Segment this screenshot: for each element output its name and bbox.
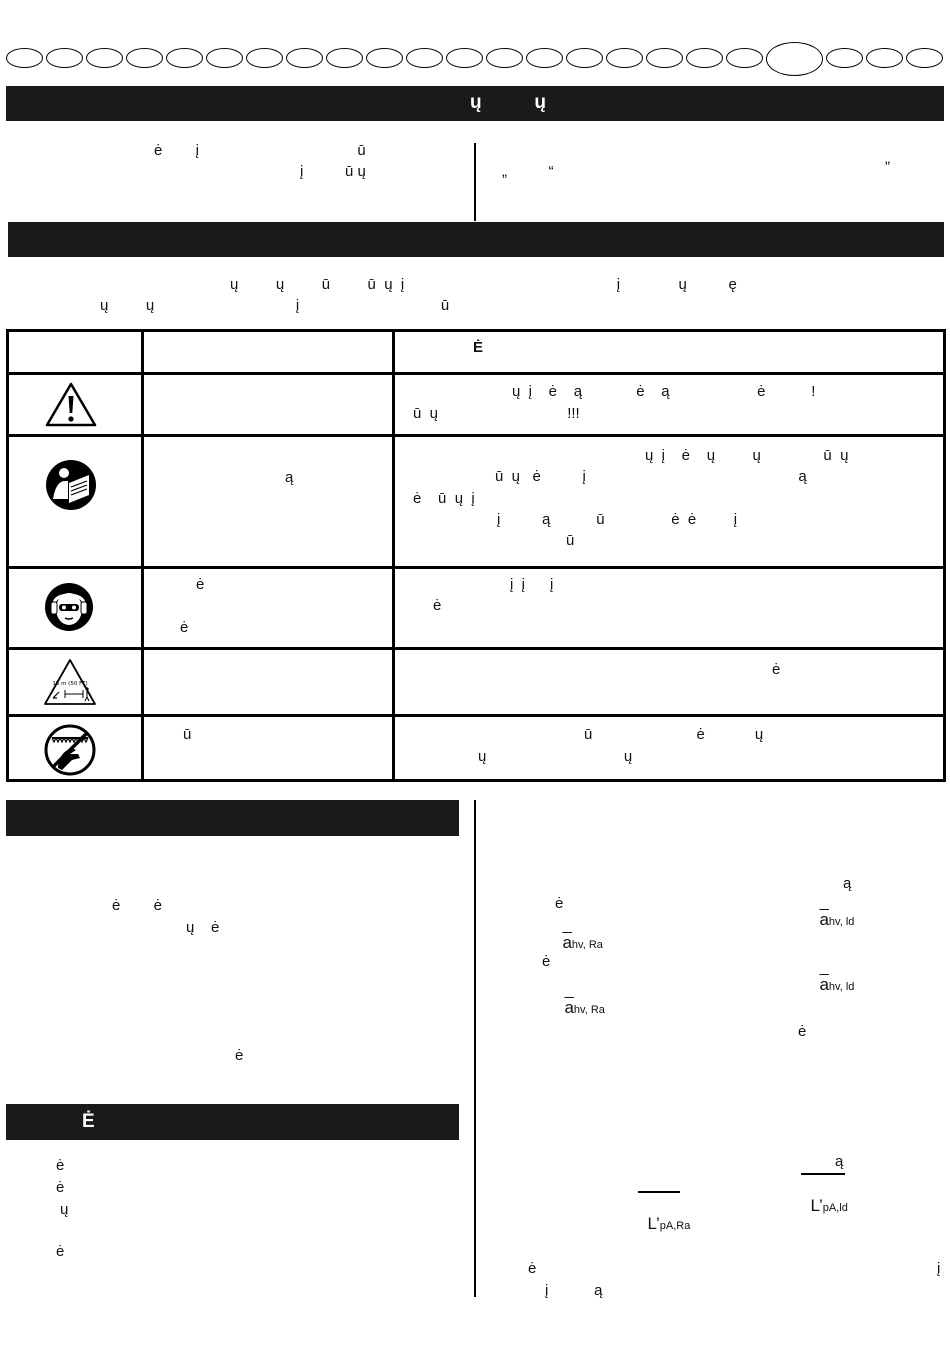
sound-ra-symbol: L’pA,Ra — [647, 1214, 691, 1233]
table-row-divider-4 — [6, 647, 946, 650]
language-tab — [286, 48, 323, 68]
table-row-divider-1 — [6, 372, 946, 375]
right-e-1: ė — [555, 895, 564, 912]
no-hands-blade-icon — [44, 724, 96, 776]
language-tab-active — [766, 42, 823, 76]
row3-name-line-1: ė — [196, 576, 205, 593]
row1-desc-line-2: ū ų !!! — [413, 405, 580, 422]
language-tab — [6, 48, 43, 68]
section4-line-1: ė — [56, 1157, 65, 1174]
table-row-divider-3 — [6, 566, 946, 569]
language-tab — [326, 48, 363, 68]
language-tab — [406, 48, 443, 68]
section4-line-2: ė — [56, 1179, 65, 1196]
language-tabs — [6, 45, 944, 71]
row5-desc-line-1: ū ė ų — [584, 726, 764, 743]
column-divider-2 — [474, 800, 476, 1297]
row3-name-line-3: ė — [180, 619, 189, 636]
row3-desc-line-2: ė — [433, 597, 442, 614]
sound-ld-overbar — [801, 1173, 845, 1175]
bystander-distance-icon — [43, 658, 97, 706]
language-tab — [566, 48, 603, 68]
language-tab — [686, 48, 723, 68]
vibration-ld-symbol-1: $\overline{a}hv$, ld — [819, 910, 855, 929]
language-tab — [126, 48, 163, 68]
section-title-4: Ė — [82, 1111, 95, 1132]
sound-ra-overbar — [638, 1191, 680, 1193]
distance-label: 15 m (50 FT) — [52, 681, 88, 687]
language-tab — [46, 48, 83, 68]
language-tab — [906, 48, 943, 68]
section3-line-2: ų ė — [186, 919, 220, 936]
language-tab — [86, 48, 123, 68]
warning-triangle-icon — [44, 381, 98, 429]
section-title-bar-3 — [6, 800, 459, 836]
vibration-ra-symbol-1: $\overline{a}hv$, Ra — [562, 933, 603, 952]
right-e-2: ė — [542, 953, 551, 970]
section3-line-1: ė ė — [112, 897, 163, 914]
vibration-ld-symbol-2: $\overline{a}hv$, ld — [819, 975, 855, 994]
section3-line-3: ė — [235, 1047, 244, 1064]
language-tab — [206, 48, 243, 68]
row2-desc-line-4: į ą ū ė ė į — [497, 511, 738, 528]
language-tab — [646, 48, 683, 68]
right-e-4: ė — [528, 1260, 537, 1277]
row2-desc-line-1: ų į ė ų ų ū ų — [645, 447, 849, 464]
row3-desc-line-1: į į į — [510, 576, 554, 593]
section2-intro-line-2: ų ų į ū — [100, 297, 450, 314]
language-tab — [246, 48, 283, 68]
right-bottom-line: į ą — [545, 1282, 603, 1299]
row2-desc-line-5: ū — [566, 532, 575, 549]
right-a-char-1: ą — [843, 875, 852, 892]
row1-desc-line-1: ų į ė ą ė ą ė ! — [512, 383, 816, 400]
section2-intro-line-1: ų ų ū ū ų į į ų ę — [230, 276, 737, 293]
language-tab — [866, 48, 903, 68]
section-title-bar-1 — [6, 86, 944, 121]
row4-desc-line-1: ė — [772, 661, 781, 678]
language-tab — [826, 48, 863, 68]
language-tab — [606, 48, 643, 68]
table-header-col3: Ė — [473, 339, 484, 356]
sound-ld-symbol: L’pA,ld — [810, 1196, 848, 1215]
section4-line-4: ė — [56, 1243, 65, 1260]
right-i-mark: į — [937, 1260, 941, 1277]
right-e-3: ė — [798, 1023, 807, 1040]
row2-desc-line-3: ė ū ų į — [413, 490, 475, 507]
section-title-bar-4 — [6, 1104, 459, 1140]
section-title-1: ų ų — [470, 92, 546, 113]
language-tab — [486, 48, 523, 68]
language-tab — [166, 48, 203, 68]
language-tab — [366, 48, 403, 68]
read-manual-icon — [45, 459, 97, 511]
intro-left-line-1: ė į ū — [154, 142, 366, 159]
language-tab — [446, 48, 483, 68]
intro-right-line-1: „ — [885, 150, 890, 167]
row5-desc-line-2: ų ų — [478, 748, 633, 765]
section4-line-3: ų — [60, 1201, 69, 1218]
section-title-bar-2 — [8, 222, 944, 257]
table-row-divider-2 — [6, 434, 946, 437]
eye-ear-protection-icon — [44, 582, 94, 632]
row2-name-line-2: ą — [285, 469, 294, 486]
row5-name-line-1: ū — [183, 726, 192, 743]
language-tab — [526, 48, 563, 68]
intro-right-line-2: „ “ — [502, 163, 554, 180]
row2-desc-line-2: ū ų ė į ą — [495, 468, 807, 485]
column-divider-1 — [474, 143, 476, 221]
table-row-divider-5 — [6, 714, 946, 717]
right-a-char-2: ą — [835, 1153, 844, 1170]
language-tab — [726, 48, 763, 68]
vibration-ra-symbol-2: $\overline{a}hv$, Ra — [564, 998, 605, 1017]
intro-left-line-2: į ū ų — [300, 163, 366, 180]
